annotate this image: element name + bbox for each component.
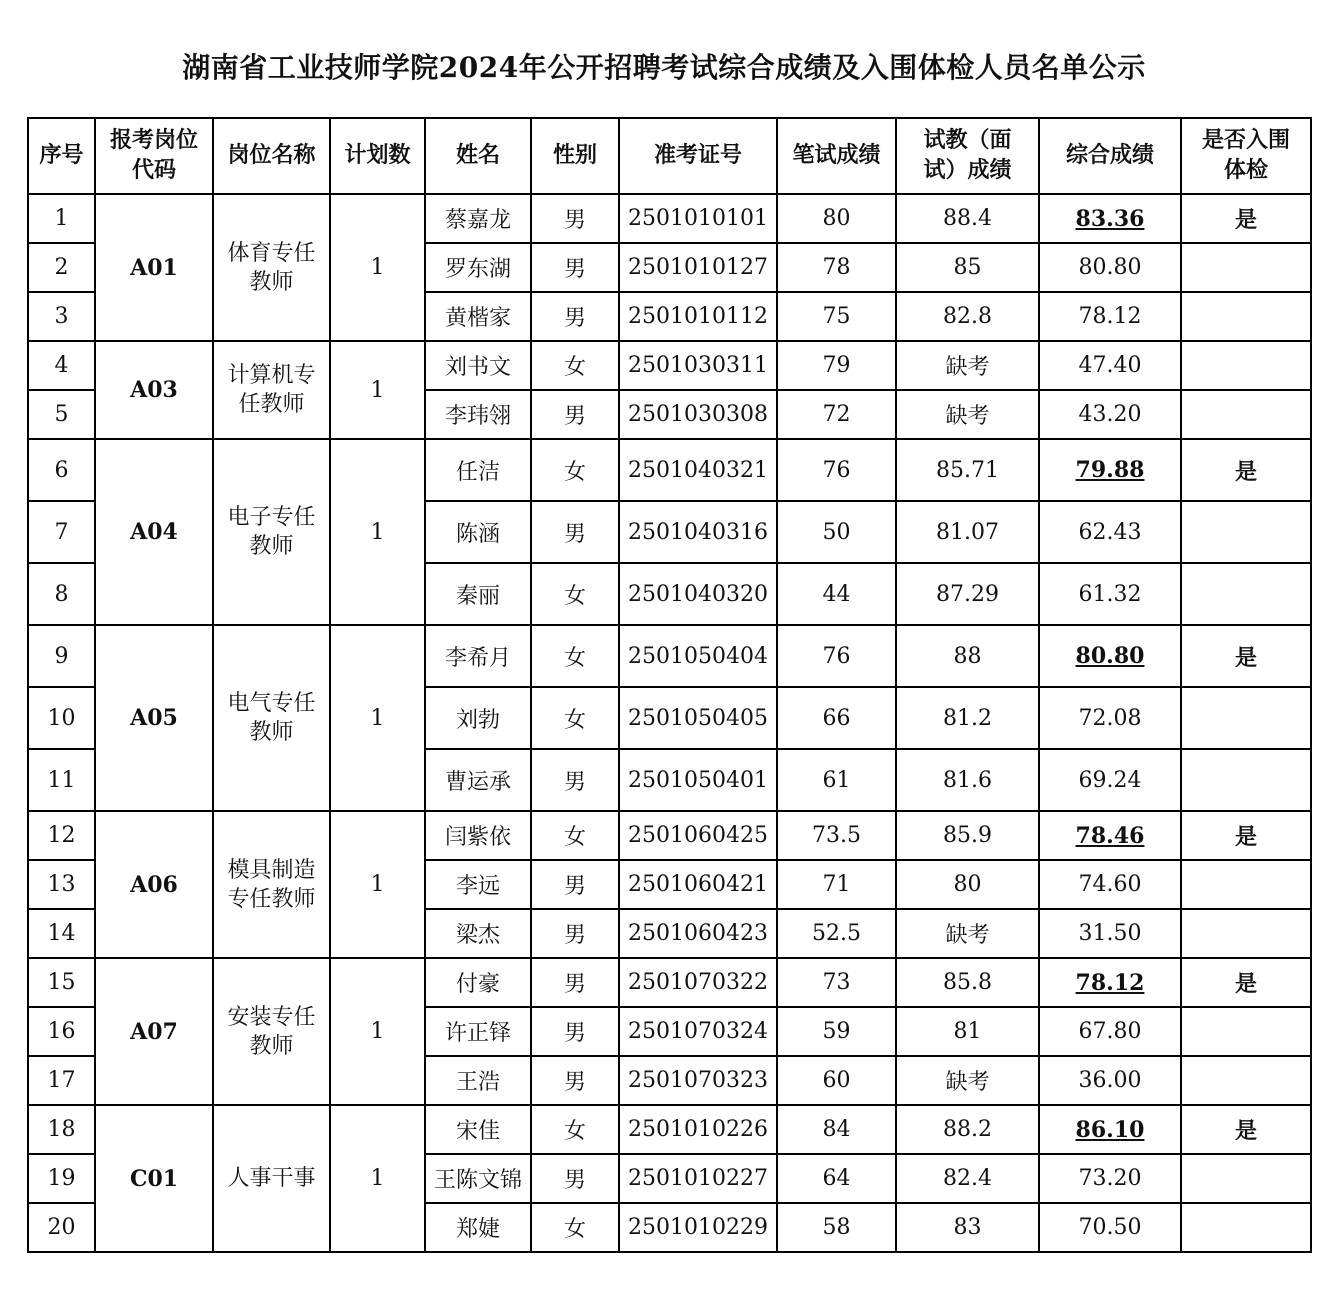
cell-interview: 81 bbox=[896, 1007, 1039, 1056]
cell-written: 66 bbox=[777, 687, 896, 749]
cell-written: 76 bbox=[777, 439, 896, 501]
cell-total: 67.80 bbox=[1039, 1007, 1181, 1056]
cell-position-name bbox=[213, 194, 330, 341]
cell-position-name: 人事干事 bbox=[213, 1105, 330, 1252]
cell-seq: 19 bbox=[28, 1154, 95, 1203]
cell-exam-id: 2501060421 bbox=[619, 860, 777, 909]
cell-seq: 5 bbox=[28, 390, 95, 439]
cell-position-code: A03 bbox=[95, 341, 213, 439]
cell-gender: 女 bbox=[531, 563, 619, 625]
cell-gender: 男 bbox=[531, 390, 619, 439]
cell-name: 李远 bbox=[425, 860, 531, 909]
cell-exam-id: 2501040321 bbox=[619, 439, 777, 501]
position-name-line2: 教师 bbox=[249, 534, 294, 559]
cell-written: 71 bbox=[777, 860, 896, 909]
cell-written: 79 bbox=[777, 341, 896, 390]
cell-written: 80 bbox=[777, 194, 896, 243]
cell-total: 43.20 bbox=[1039, 390, 1181, 439]
cell-interview: 85.8 bbox=[896, 958, 1039, 1007]
cell-interview: 88.2 bbox=[896, 1105, 1039, 1154]
cell-total: 61.32 bbox=[1039, 563, 1181, 625]
header-plan: 计划数 bbox=[330, 118, 425, 194]
cell-written: 73 bbox=[777, 958, 896, 1007]
cell-pass: 是 bbox=[1181, 439, 1311, 501]
cell-exam-id: 2501040316 bbox=[619, 501, 777, 563]
cell-position-name bbox=[213, 811, 330, 958]
cell-pass bbox=[1181, 341, 1311, 390]
cell-total: 47.40 bbox=[1039, 341, 1181, 390]
cell-pass: 是 bbox=[1181, 1105, 1311, 1154]
cell-exam-id: 2501010127 bbox=[619, 243, 777, 292]
cell-written: 61 bbox=[777, 749, 896, 811]
cell-total: 31.50 bbox=[1039, 909, 1181, 958]
cell-total: 70.50 bbox=[1039, 1203, 1181, 1252]
cell-position-code: A07 bbox=[95, 958, 213, 1105]
cell-position-name bbox=[213, 341, 330, 439]
cell-exam-id: 2501070323 bbox=[619, 1056, 777, 1105]
cell-interview: 82.4 bbox=[896, 1154, 1039, 1203]
cell-total: 80.80 bbox=[1039, 243, 1181, 292]
header-interview-line2: 试）成绩 bbox=[923, 158, 1012, 183]
cell-name: 王浩 bbox=[425, 1056, 531, 1105]
cell-name: 李希月 bbox=[425, 625, 531, 687]
cell-total: 86.10 bbox=[1039, 1105, 1181, 1154]
cell-exam-id: 2501010229 bbox=[619, 1203, 777, 1252]
cell-total: 78.12 bbox=[1039, 958, 1181, 1007]
cell-seq: 1 bbox=[28, 194, 95, 243]
header-pass-line2: 体检 bbox=[1223, 158, 1268, 183]
cell-pass: 是 bbox=[1181, 194, 1311, 243]
cell-plan: 1 bbox=[330, 811, 425, 958]
header-pass-line1: 是否入围 bbox=[1201, 128, 1290, 153]
cell-total: 83.36 bbox=[1039, 194, 1181, 243]
cell-total: 78.12 bbox=[1039, 292, 1181, 341]
table-row bbox=[28, 194, 1311, 243]
cell-interview: 82.8 bbox=[896, 292, 1039, 341]
cell-gender: 男 bbox=[531, 1056, 619, 1105]
cell-plan: 1 bbox=[330, 625, 425, 811]
header-code bbox=[95, 118, 213, 194]
cell-exam-id: 2501040320 bbox=[619, 563, 777, 625]
cell-gender: 男 bbox=[531, 501, 619, 563]
header-code-line1: 报考岗位 bbox=[109, 128, 198, 153]
cell-position-code: A01 bbox=[95, 194, 213, 341]
cell-written: 60 bbox=[777, 1056, 896, 1105]
cell-seq: 20 bbox=[28, 1203, 95, 1252]
cell-seq: 14 bbox=[28, 909, 95, 958]
cell-pass bbox=[1181, 390, 1311, 439]
cell-pass bbox=[1181, 860, 1311, 909]
cell-position-code: A05 bbox=[95, 625, 213, 811]
cell-exam-id: 2501030311 bbox=[619, 341, 777, 390]
cell-gender: 女 bbox=[531, 811, 619, 860]
cell-plan: 1 bbox=[330, 341, 425, 439]
cell-name: 宋佳 bbox=[425, 1105, 531, 1154]
cell-name: 刘书文 bbox=[425, 341, 531, 390]
cell-interview: 81.6 bbox=[896, 749, 1039, 811]
cell-seq: 3 bbox=[28, 292, 95, 341]
cell-written: 50 bbox=[777, 501, 896, 563]
cell-total: 79.88 bbox=[1039, 439, 1181, 501]
header-gender: 性别 bbox=[531, 118, 619, 194]
cell-seq: 13 bbox=[28, 860, 95, 909]
cell-name: 罗东湖 bbox=[425, 243, 531, 292]
table-row bbox=[28, 625, 1311, 687]
cell-total: 62.43 bbox=[1039, 501, 1181, 563]
cell-pass: 是 bbox=[1181, 958, 1311, 1007]
cell-interview: 81.2 bbox=[896, 687, 1039, 749]
table-row bbox=[28, 439, 1311, 501]
cell-written: 73.5 bbox=[777, 811, 896, 860]
cell-written: 76 bbox=[777, 625, 896, 687]
cell-written: 52.5 bbox=[777, 909, 896, 958]
cell-pass bbox=[1181, 1203, 1311, 1252]
cell-exam-id: 2501010101 bbox=[619, 194, 777, 243]
cell-gender: 男 bbox=[531, 292, 619, 341]
cell-pass bbox=[1181, 563, 1311, 625]
table-row bbox=[28, 341, 1311, 390]
cell-written: 59 bbox=[777, 1007, 896, 1056]
position-name-line1: 安装专任 bbox=[227, 1004, 316, 1030]
cell-position-code: C01 bbox=[95, 1105, 213, 1252]
cell-seq: 8 bbox=[28, 563, 95, 625]
cell-gender: 男 bbox=[531, 909, 619, 958]
cell-gender: 男 bbox=[531, 958, 619, 1007]
cell-name: 黄楷家 bbox=[425, 292, 531, 341]
cell-exam-id: 2501050404 bbox=[619, 625, 777, 687]
cell-pass bbox=[1181, 909, 1311, 958]
cell-gender: 女 bbox=[531, 1105, 619, 1154]
cell-position-name bbox=[213, 439, 330, 625]
cell-name: 付豪 bbox=[425, 958, 531, 1007]
cell-plan: 1 bbox=[330, 1105, 425, 1252]
cell-pass: 是 bbox=[1181, 811, 1311, 860]
cell-seq: 12 bbox=[28, 811, 95, 860]
cell-seq: 10 bbox=[28, 687, 95, 749]
cell-gender: 男 bbox=[531, 194, 619, 243]
cell-name: 任洁 bbox=[425, 439, 531, 501]
cell-name: 陈涵 bbox=[425, 501, 531, 563]
cell-seq: 15 bbox=[28, 958, 95, 1007]
cell-name: 曹运承 bbox=[425, 749, 531, 811]
cell-position-code: A04 bbox=[95, 439, 213, 625]
position-name-line2: 专任教师 bbox=[227, 886, 316, 912]
cell-pass bbox=[1181, 1154, 1311, 1203]
cell-pass bbox=[1181, 1007, 1311, 1056]
cell-interview: 缺考 bbox=[896, 390, 1039, 439]
results-table bbox=[27, 117, 1312, 1253]
table-row bbox=[28, 1105, 1311, 1154]
header-pass bbox=[1181, 118, 1311, 194]
position-name-line1: 电气专任 bbox=[227, 691, 316, 716]
position-name-line1: 体育专任 bbox=[227, 240, 316, 266]
cell-exam-id: 2501050405 bbox=[619, 687, 777, 749]
cell-plan: 1 bbox=[330, 194, 425, 341]
cell-exam-id: 2501010227 bbox=[619, 1154, 777, 1203]
cell-pass bbox=[1181, 1056, 1311, 1105]
cell-name: 王陈文锦 bbox=[425, 1154, 531, 1203]
cell-name: 许正铎 bbox=[425, 1007, 531, 1056]
cell-pass: 是 bbox=[1181, 625, 1311, 687]
cell-written: 64 bbox=[777, 1154, 896, 1203]
cell-interview: 缺考 bbox=[896, 1056, 1039, 1105]
cell-seq: 18 bbox=[28, 1105, 95, 1154]
cell-written: 84 bbox=[777, 1105, 896, 1154]
header-row bbox=[28, 118, 1311, 194]
cell-name: 闫紫依 bbox=[425, 811, 531, 860]
header-seq: 序号 bbox=[28, 118, 95, 194]
cell-gender: 女 bbox=[531, 625, 619, 687]
cell-interview: 88 bbox=[896, 625, 1039, 687]
cell-interview: 87.29 bbox=[896, 563, 1039, 625]
cell-name: 李玮翎 bbox=[425, 390, 531, 439]
cell-written: 75 bbox=[777, 292, 896, 341]
cell-interview: 缺考 bbox=[896, 909, 1039, 958]
cell-written: 44 bbox=[777, 563, 896, 625]
cell-exam-id: 2501070322 bbox=[619, 958, 777, 1007]
cell-plan: 1 bbox=[330, 439, 425, 625]
cell-name: 郑婕 bbox=[425, 1203, 531, 1252]
cell-pass bbox=[1181, 749, 1311, 811]
cell-seq: 2 bbox=[28, 243, 95, 292]
cell-exam-id: 2501010112 bbox=[619, 292, 777, 341]
cell-interview: 85.9 bbox=[896, 811, 1039, 860]
header-interview bbox=[896, 118, 1039, 194]
header-exam-id: 准考证号 bbox=[619, 118, 777, 194]
cell-seq: 4 bbox=[28, 341, 95, 390]
cell-pass bbox=[1181, 243, 1311, 292]
cell-exam-id: 2501070324 bbox=[619, 1007, 777, 1056]
cell-interview: 83 bbox=[896, 1203, 1039, 1252]
position-name-line2: 任教师 bbox=[238, 392, 305, 417]
cell-exam-id: 2501010226 bbox=[619, 1105, 777, 1154]
position-name-line1: 模具制造 bbox=[227, 857, 316, 883]
cell-pass bbox=[1181, 501, 1311, 563]
cell-total: 74.60 bbox=[1039, 860, 1181, 909]
cell-exam-id: 2501060425 bbox=[619, 811, 777, 860]
cell-position-code: A06 bbox=[95, 811, 213, 958]
cell-seq: 16 bbox=[28, 1007, 95, 1056]
cell-interview: 81.07 bbox=[896, 501, 1039, 563]
table-row bbox=[28, 958, 1311, 1007]
cell-total: 72.08 bbox=[1039, 687, 1181, 749]
header-total: 综合成绩 bbox=[1039, 118, 1181, 194]
cell-written: 58 bbox=[777, 1203, 896, 1252]
header-code-line2: 代码 bbox=[131, 158, 176, 183]
cell-gender: 女 bbox=[531, 439, 619, 501]
cell-gender: 男 bbox=[531, 749, 619, 811]
header-name: 姓名 bbox=[425, 118, 531, 194]
cell-seq: 11 bbox=[28, 749, 95, 811]
cell-interview: 缺考 bbox=[896, 341, 1039, 390]
position-name-line2: 教师 bbox=[249, 269, 294, 295]
cell-interview: 85.71 bbox=[896, 439, 1039, 501]
cell-position-name bbox=[213, 958, 330, 1105]
position-name-line2: 教师 bbox=[249, 1033, 294, 1059]
cell-total: 78.46 bbox=[1039, 811, 1181, 860]
cell-total: 80.80 bbox=[1039, 625, 1181, 687]
cell-gender: 男 bbox=[531, 1007, 619, 1056]
header-written: 笔试成绩 bbox=[777, 118, 896, 194]
cell-gender: 女 bbox=[531, 687, 619, 749]
cell-interview: 88.4 bbox=[896, 194, 1039, 243]
cell-gender: 男 bbox=[531, 1154, 619, 1203]
cell-written: 72 bbox=[777, 390, 896, 439]
cell-name: 梁杰 bbox=[425, 909, 531, 958]
cell-position-name bbox=[213, 625, 330, 811]
cell-pass bbox=[1181, 292, 1311, 341]
cell-exam-id: 2501060423 bbox=[619, 909, 777, 958]
cell-interview: 85 bbox=[896, 243, 1039, 292]
position-name-line2: 教师 bbox=[249, 720, 294, 745]
table-row bbox=[28, 811, 1311, 860]
cell-name: 蔡嘉龙 bbox=[425, 194, 531, 243]
cell-total: 36.00 bbox=[1039, 1056, 1181, 1105]
cell-gender: 女 bbox=[531, 341, 619, 390]
position-name-line1: 计算机专 bbox=[227, 363, 316, 388]
cell-seq: 7 bbox=[28, 501, 95, 563]
cell-seq: 9 bbox=[28, 625, 95, 687]
header-position: 岗位名称 bbox=[213, 118, 330, 194]
cell-name: 刘勃 bbox=[425, 687, 531, 749]
cell-written: 78 bbox=[777, 243, 896, 292]
cell-exam-id: 2501030308 bbox=[619, 390, 777, 439]
cell-pass bbox=[1181, 687, 1311, 749]
cell-gender: 男 bbox=[531, 243, 619, 292]
cell-gender: 女 bbox=[531, 1203, 619, 1252]
document-title: 湖南省工业技师学院2024年公开招聘考试综合成绩及入围体检人员名单公示 bbox=[182, 51, 1146, 84]
cell-interview: 80 bbox=[896, 860, 1039, 909]
cell-name: 秦丽 bbox=[425, 563, 531, 625]
cell-gender: 男 bbox=[531, 860, 619, 909]
header-interview-line1: 试教（面 bbox=[923, 128, 1012, 153]
cell-seq: 6 bbox=[28, 439, 95, 501]
cell-seq: 17 bbox=[28, 1056, 95, 1105]
position-name-line1: 电子专任 bbox=[227, 505, 316, 530]
cell-total: 73.20 bbox=[1039, 1154, 1181, 1203]
cell-exam-id: 2501050401 bbox=[619, 749, 777, 811]
cell-plan: 1 bbox=[330, 958, 425, 1105]
cell-total: 69.24 bbox=[1039, 749, 1181, 811]
